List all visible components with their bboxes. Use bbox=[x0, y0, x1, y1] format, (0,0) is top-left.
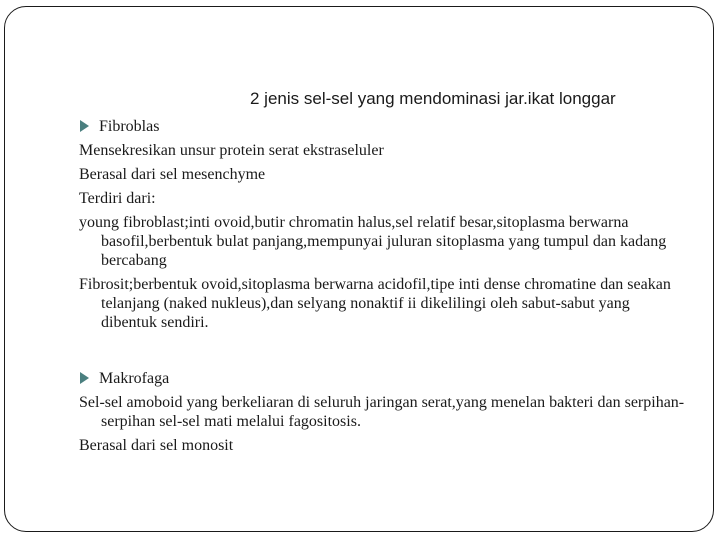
bullet-label: Makrofaga bbox=[99, 370, 170, 387]
bullet-item-fibroblas bbox=[80, 117, 689, 136]
arrow-bullet-icon bbox=[80, 120, 89, 132]
paragraph: Mensekresikan unsur protein serat ekstraseluler bbox=[79, 142, 384, 159]
paragraph: Berasal dari sel monosit bbox=[79, 437, 234, 454]
paragraph: Terdiri dari: bbox=[79, 190, 156, 207]
arrow-bullet-icon bbox=[80, 372, 89, 384]
spacer bbox=[79, 332, 689, 369]
slide-body bbox=[79, 117, 689, 455]
paragraph: young fibroblast;inti ovoid,butir chromatin halus,sel relatif besar,sitoplasma berwarna basofil,berbentuk bulat panjang,mempunyai juluran sitoplasma yang tumpul dan kadang bercabang bbox=[79, 214, 667, 269]
slide-title: 2 jenis sel-sel yang mendominasi jar.ikat longgar bbox=[250, 89, 616, 108]
bullet-item-makrofaga bbox=[80, 369, 689, 388]
paragraph: Sel-sel amoboid yang berkeliaran di seluruh jaringan serat,yang menelan bakteri dan serpihan-serpihan sel-sel mati melalui fagositosis. bbox=[79, 394, 685, 430]
paragraph: Fibrosit;berbentuk ovoid,sitoplasma berwarna acidofil,tipe inti dense chromatine dan seakan telanjang (naked nukleus),dan selyang nonaktif ii dikelilingi oleh sabut-sabut yang dibentuk sendiri. bbox=[79, 276, 671, 331]
paragraph: Berasal dari sel mesenchyme bbox=[79, 166, 266, 183]
bullet-label: Fibroblas bbox=[99, 118, 160, 135]
